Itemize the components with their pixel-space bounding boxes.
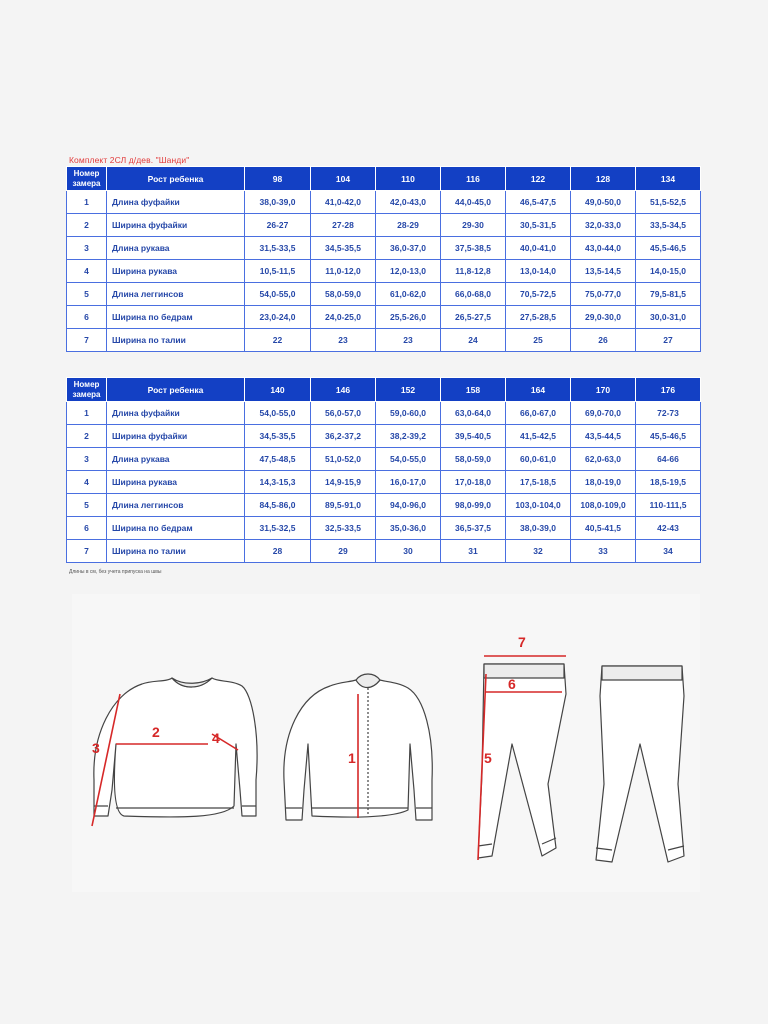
- measure-value: 34: [636, 540, 701, 563]
- measure-value: 64-66: [636, 448, 701, 471]
- measure-number: 2: [67, 214, 107, 237]
- measure-value: 56,0-57,0: [311, 402, 376, 425]
- measure-value: 42-43: [636, 517, 701, 540]
- measure-label-1: 1: [348, 750, 356, 766]
- table-row: [67, 191, 701, 214]
- measure-label: Ширина по бедрам: [107, 517, 245, 540]
- measure-value: 46,5-47,5: [506, 191, 571, 214]
- header-size: 164: [506, 378, 571, 402]
- measure-value: 31: [441, 540, 506, 563]
- header-size: 170: [571, 378, 636, 402]
- measure-value: 13,5-14,5: [571, 260, 636, 283]
- measure-label: Длина рукава: [107, 448, 245, 471]
- measure-value: 35,0-36,0: [376, 517, 441, 540]
- header-height: Рост ребенка: [107, 378, 245, 402]
- table-row: [67, 283, 701, 306]
- measure-value: 18,0-19,0: [571, 471, 636, 494]
- measure-number: 7: [67, 540, 107, 563]
- measure-value: 23,0-24,0: [245, 306, 311, 329]
- measure-label: Ширина по талии: [107, 329, 245, 352]
- header-size: 104: [311, 167, 376, 191]
- measure-value: 36,0-37,0: [376, 237, 441, 260]
- measure-value: 58,0-59,0: [441, 448, 506, 471]
- measure-label: Ширина фуфайки: [107, 214, 245, 237]
- measure-value: 94,0-96,0: [376, 494, 441, 517]
- measure-value: 44,0-45,0: [441, 191, 506, 214]
- measure-value: 41,5-42,5: [506, 425, 571, 448]
- measure-number: 5: [67, 494, 107, 517]
- measure-value: 13,0-14,0: [506, 260, 571, 283]
- measure-value: 33: [571, 540, 636, 563]
- table-row: [67, 329, 701, 352]
- table-row: [67, 214, 701, 237]
- measure-label-6: 6: [508, 676, 516, 692]
- measure-value: 24,0-25,0: [311, 306, 376, 329]
- measure-value: 72-73: [636, 402, 701, 425]
- header-size: 110: [376, 167, 441, 191]
- measure-value: 18,5-19,5: [636, 471, 701, 494]
- measure-number: 6: [67, 306, 107, 329]
- header-height: Рост ребенка: [107, 167, 245, 191]
- leggings-plain-drawing: [596, 666, 684, 862]
- header-number: Номер замера: [67, 378, 107, 402]
- garment-drawings: [72, 594, 700, 892]
- measure-value: 43,0-44,0: [571, 237, 636, 260]
- measure-value: 30: [376, 540, 441, 563]
- measure-value: 36,2-37,2: [311, 425, 376, 448]
- measure-number: 7: [67, 329, 107, 352]
- measure-label: Длина рукава: [107, 237, 245, 260]
- measure-value: 38,0-39,0: [506, 517, 571, 540]
- measure-value: 98,0-99,0: [441, 494, 506, 517]
- measure-value: 69,0-70,0: [571, 402, 636, 425]
- measure-number: 3: [67, 237, 107, 260]
- measure-value: 79,5-81,5: [636, 283, 701, 306]
- measure-value: 30,0-31,0: [636, 306, 701, 329]
- measure-number: 6: [67, 517, 107, 540]
- measure-value: 29: [311, 540, 376, 563]
- table-row: [67, 260, 701, 283]
- measure-value: 22: [245, 329, 311, 352]
- measure-value: 10,5-11,5: [245, 260, 311, 283]
- table-row: [67, 306, 701, 329]
- measure-value: 32,5-33,5: [311, 517, 376, 540]
- measure-value: 26-27: [245, 214, 311, 237]
- measure-value: 11,0-12,0: [311, 260, 376, 283]
- measure-value: 62,0-63,0: [571, 448, 636, 471]
- header-size: 146: [311, 378, 376, 402]
- header-number: Номер замера: [67, 167, 107, 191]
- measure-value: 38,0-39,0: [245, 191, 311, 214]
- measure-value: 36,5-37,5: [441, 517, 506, 540]
- footnote: Длины в см, без учета припуска на швы: [69, 569, 162, 575]
- table-row: [67, 237, 701, 260]
- measure-label: Длина фуфайки: [107, 402, 245, 425]
- measure-value: 34,5-35,5: [245, 425, 311, 448]
- measure-value: 25,5-26,0: [376, 306, 441, 329]
- measure-label: Ширина по талии: [107, 540, 245, 563]
- table-row: [67, 425, 701, 448]
- measure-value: 45,5-46,5: [636, 425, 701, 448]
- measure-value: 45,5-46,5: [636, 237, 701, 260]
- table-row: [67, 448, 701, 471]
- table-row: [67, 494, 701, 517]
- measure-value: 54,0-55,0: [245, 402, 311, 425]
- measure-value: 14,0-15,0: [636, 260, 701, 283]
- measure-value: 12,0-13,0: [376, 260, 441, 283]
- header-size: 158: [441, 378, 506, 402]
- measure-value: 31,5-32,5: [245, 517, 311, 540]
- measure-value: 32,0-33,0: [571, 214, 636, 237]
- measure-label-2: 2: [152, 724, 160, 740]
- measure-value: 60,0-61,0: [506, 448, 571, 471]
- table-header-row: [67, 167, 701, 191]
- measure-value: 108,0-109,0: [571, 494, 636, 517]
- header-size: 128: [571, 167, 636, 191]
- measure-value: 24: [441, 329, 506, 352]
- measure-value: 63,0-64,0: [441, 402, 506, 425]
- product-title: Комплект 2СЛ д/дев. "Шанди": [69, 155, 190, 165]
- measure-value: 43,5-44,5: [571, 425, 636, 448]
- measure-value: 61,0-62,0: [376, 283, 441, 306]
- measure-number: 5: [67, 283, 107, 306]
- header-size: 134: [636, 167, 701, 191]
- measure-number: 4: [67, 260, 107, 283]
- measure-number: 3: [67, 448, 107, 471]
- measure-value: 28-29: [376, 214, 441, 237]
- measure-label: Длина фуфайки: [107, 191, 245, 214]
- size-table-1: [66, 166, 701, 352]
- measure-value: 110-111,5: [636, 494, 701, 517]
- measure-label: Ширина фуфайки: [107, 425, 245, 448]
- header-size: 140: [245, 378, 311, 402]
- measure-value: 39,5-40,5: [441, 425, 506, 448]
- measure-value: 11,8-12,8: [441, 260, 506, 283]
- header-size: 176: [636, 378, 701, 402]
- measure-value: 25: [506, 329, 571, 352]
- measure-value: 23: [311, 329, 376, 352]
- measure-value: 103,0-104,0: [506, 494, 571, 517]
- measure-value: 30,5-31,5: [506, 214, 571, 237]
- measure-value: 26,5-27,5: [441, 306, 506, 329]
- table-row: [67, 471, 701, 494]
- measure-value: 33,5-34,5: [636, 214, 701, 237]
- table-row: [67, 402, 701, 425]
- measure-value: 51,0-52,0: [311, 448, 376, 471]
- measure-label: Длина леггинсов: [107, 283, 245, 306]
- measure-label: Ширина рукава: [107, 471, 245, 494]
- measure-value: 58,0-59,0: [311, 283, 376, 306]
- measure-value: 59,0-60,0: [376, 402, 441, 425]
- measure-label-3: 3: [92, 740, 100, 756]
- measure-value: 29,0-30,0: [571, 306, 636, 329]
- measure-value: 66,0-68,0: [441, 283, 506, 306]
- table-row: [67, 517, 701, 540]
- measure-value: 32: [506, 540, 571, 563]
- measure-value: 89,5-91,0: [311, 494, 376, 517]
- header-size: 152: [376, 378, 441, 402]
- measure-value: 17,0-18,0: [441, 471, 506, 494]
- measure-value: 14,9-15,9: [311, 471, 376, 494]
- measure-value: 66,0-67,0: [506, 402, 571, 425]
- measure-value: 38,2-39,2: [376, 425, 441, 448]
- measure-label-4: 4: [212, 730, 220, 746]
- size-table-2: [66, 377, 701, 563]
- measure-value: 34,5-35,5: [311, 237, 376, 260]
- measure-value: 70,5-72,5: [506, 283, 571, 306]
- measure-value: 40,5-41,5: [571, 517, 636, 540]
- measure-value: 27: [636, 329, 701, 352]
- table-header-row: [67, 378, 701, 402]
- measure-value: 27,5-28,5: [506, 306, 571, 329]
- header-size: 98: [245, 167, 311, 191]
- measure-number: 1: [67, 402, 107, 425]
- measure-value: 17,5-18,5: [506, 471, 571, 494]
- measure-label-5: 5: [484, 750, 492, 766]
- measure-label: Ширина рукава: [107, 260, 245, 283]
- measure-value: 54,0-55,0: [245, 283, 311, 306]
- measure-value: 16,0-17,0: [376, 471, 441, 494]
- measure-number: 4: [67, 471, 107, 494]
- measure-value: 31,5-33,5: [245, 237, 311, 260]
- measurement-diagram: [72, 594, 700, 892]
- measure-value: 47,5-48,5: [245, 448, 311, 471]
- header-size: 116: [441, 167, 506, 191]
- measure-value: 28: [245, 540, 311, 563]
- measure-value: 29-30: [441, 214, 506, 237]
- measure-value: 51,5-52,5: [636, 191, 701, 214]
- measure-value: 40,0-41,0: [506, 237, 571, 260]
- measure-value: 41,0-42,0: [311, 191, 376, 214]
- measure-value: 26: [571, 329, 636, 352]
- measure-value: 37,5-38,5: [441, 237, 506, 260]
- measure-value: 84,5-86,0: [245, 494, 311, 517]
- header-size: 122: [506, 167, 571, 191]
- measure-label: Ширина по бедрам: [107, 306, 245, 329]
- measure-value: 42,0-43,0: [376, 191, 441, 214]
- measure-label-7: 7: [518, 634, 526, 650]
- measure-value: 23: [376, 329, 441, 352]
- measure-value: 54,0-55,0: [376, 448, 441, 471]
- measure-number: 2: [67, 425, 107, 448]
- measure-number: 1: [67, 191, 107, 214]
- measure-value: 27-28: [311, 214, 376, 237]
- measure-value: 49,0-50,0: [571, 191, 636, 214]
- table-row: [67, 540, 701, 563]
- measure-label: Длина леггинсов: [107, 494, 245, 517]
- measure-value: 75,0-77,0: [571, 283, 636, 306]
- measure-value: 14,3-15,3: [245, 471, 311, 494]
